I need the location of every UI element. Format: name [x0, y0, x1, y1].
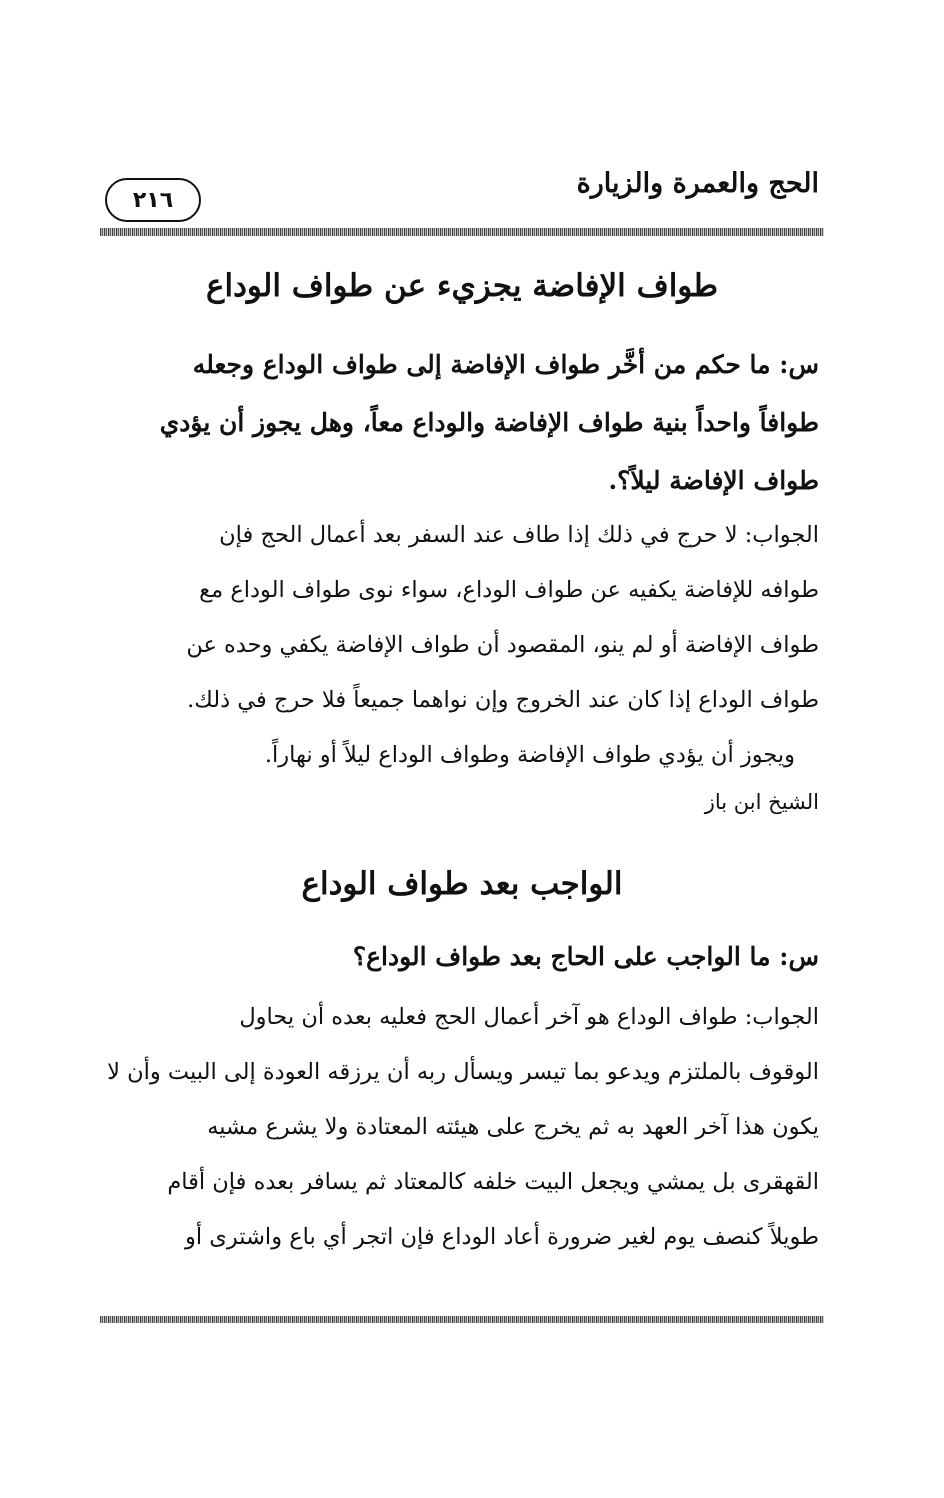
answer-line: الجواب: لا حرج في ذلك إذا طاف عند السفر بعد أعمال الحج فإن [219, 522, 819, 548]
answer-line: طويلاً كنصف يوم لغير ضرورة أعاد الوداع فإن اتجر أي باع واشترى أو [185, 1224, 819, 1250]
header-divider [100, 228, 824, 236]
answer-line: ويجوز أن يؤدي طواف الإفاضة وطواف الوداع ليلاً أو نهاراً. [264, 742, 795, 768]
question-line: طوافاً واحداً بنية طواف الإفاضة والوداع معاً، وهل يجوز أن يؤدي [159, 408, 819, 437]
page-number-badge: ٢١٦ [105, 178, 201, 222]
answer-line: القهقرى بل يمشي ويجعل البيت خلفه كالمعتاد ثم يسافر بعده فإن أقام [167, 1169, 819, 1195]
section-title: الواجب بعد طواف الوداع [301, 866, 623, 902]
answer-line: طواف الإفاضة أو لم ينو، المقصود أن طواف الإفاضة يكفي وحده عن [186, 632, 819, 658]
answer-block [107, 508, 819, 783]
answer-line: طوافه للإفاضة يكفيه عن طواف الوداع، سواء نوى طواف الوداع مع [199, 577, 819, 603]
footer-divider [100, 1316, 824, 1323]
answer-line: طواف الوداع إذا كان عند الخروج وإن نواهما جميعاً فلا حرج في ذلك. [187, 687, 819, 713]
running-header-title: الحج والعمرة والزيارة [576, 168, 819, 199]
answer-line: الوقوف بالملتزم ويدعو بما تيسر ويسأل ربه أن يرزقه العودة إلى البيت وأن لا [107, 1059, 819, 1085]
question-block [107, 928, 819, 986]
answer-line: الجواب: طواف الوداع هو آخر أعمال الحج فعليه بعده أن يحاول [239, 1004, 819, 1030]
question-line: س: ما الواجب على الحاج بعد طواف الوداع؟ [352, 942, 819, 971]
question-block [107, 336, 819, 510]
scholar-signature: الشيخ ابن باز [704, 790, 819, 814]
question-line: س: ما حكم من أخَّر طواف الإفاضة إلى طواف الوداع وجعله [192, 350, 819, 379]
answer-block [107, 990, 819, 1265]
question-line: طواف الإفاضة ليلاً؟. [608, 466, 819, 495]
answer-line: يكون هذا آخر العهد به ثم يخرج على هيئته المعتادة ولا يشرع مشيه [207, 1114, 819, 1140]
section-title: طواف الإفاضة يجزيء عن طواف الوداع [206, 268, 718, 304]
